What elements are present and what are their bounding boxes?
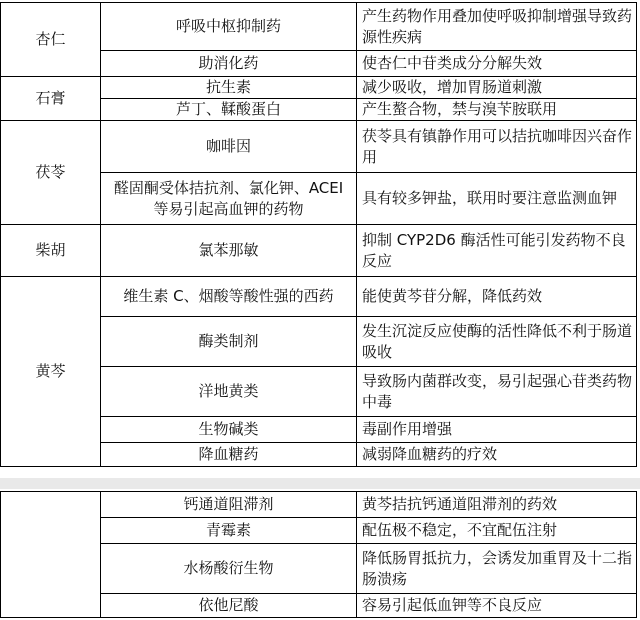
herb-cell: 石膏 xyxy=(1,77,101,121)
effect-cell: 配伍极不稳定，不宜配伍注射 xyxy=(357,518,637,544)
drug-cell: 钙通道阻滞剂 xyxy=(101,492,357,518)
effect-cell: 降低肠胃抵抗力，会诱发加重胃及十二指肠溃疡 xyxy=(357,544,637,594)
effect-cell: 黄芩拮抗钙通道阻滞剂的药效 xyxy=(357,492,637,518)
herb-cell: 杏仁 xyxy=(1,3,101,77)
effect-cell: 发生沉淀反应使酶的活性降低不利于肠道吸收 xyxy=(357,317,637,367)
page-break-gap xyxy=(0,478,640,489)
effect-cell: 抑制 CYP2D6 酶活性可能引发药物不良反应 xyxy=(357,225,637,277)
table-row xyxy=(1,277,637,317)
effect-cell: 产生螯合物，禁与溴苄胺联用 xyxy=(357,99,637,121)
herb-cell: 黄芩 xyxy=(1,277,101,467)
drug-cell: 降血糖药 xyxy=(101,443,357,467)
drug-cell: 醛固酮受体拮抗剂、氯化钾、ACEI 等易引起高血钾的药物 xyxy=(101,173,357,225)
effect-cell: 毒副作用增强 xyxy=(357,417,637,443)
drug-cell: 水杨酸衍生物 xyxy=(101,544,357,594)
herb-cell-empty xyxy=(1,492,101,618)
effect-cell: 容易引起低血钾等不良反应 xyxy=(357,594,637,618)
effect-cell: 茯苓具有镇静作用可以拮抗咖啡因兴奋作用 xyxy=(357,121,637,173)
drug-cell: 酶类制剂 xyxy=(101,317,357,367)
effect-cell: 使杏仁中苷类成分分解失效 xyxy=(357,51,637,77)
table-row xyxy=(1,3,637,51)
table-row xyxy=(1,492,637,518)
drug-cell: 维生素 C、烟酸等酸性强的西药 xyxy=(101,277,357,317)
interaction-table-continued xyxy=(0,491,637,618)
effect-cell: 能使黄芩苷分解，降低药效 xyxy=(357,277,637,317)
drug-cell: 依他尼酸 xyxy=(101,594,357,618)
effect-cell: 减弱降血糖药的疗效 xyxy=(357,443,637,467)
drug-cell: 生物碱类 xyxy=(101,417,357,443)
drug-cell: 咖啡因 xyxy=(101,121,357,173)
drug-cell: 助消化药 xyxy=(101,51,357,77)
effect-cell: 具有较多钾盐，联用时要注意监测血钾 xyxy=(357,173,637,225)
drug-cell: 抗生素 xyxy=(101,77,357,99)
drug-cell: 氯苯那敏 xyxy=(101,225,357,277)
drug-cell: 洋地黄类 xyxy=(101,367,357,417)
drug-cell: 呼吸中枢抑制药 xyxy=(101,3,357,51)
herb-cell: 茯苓 xyxy=(1,121,101,225)
effect-cell: 导致肠内菌群改变，易引起强心苷类药物中毒 xyxy=(357,367,637,417)
interaction-table xyxy=(0,2,637,467)
table-row xyxy=(1,121,637,173)
effect-cell: 减少吸收，增加胃肠道刺激 xyxy=(357,77,637,99)
table-row xyxy=(1,225,637,277)
drug-cell: 芦丁、鞣酸蛋白 xyxy=(101,99,357,121)
table-row xyxy=(1,77,637,99)
effect-cell: 产生药物作用叠加使呼吸抑制增强导致药源性疾病 xyxy=(357,3,637,51)
herb-cell: 柴胡 xyxy=(1,225,101,277)
drug-cell: 青霉素 xyxy=(101,518,357,544)
